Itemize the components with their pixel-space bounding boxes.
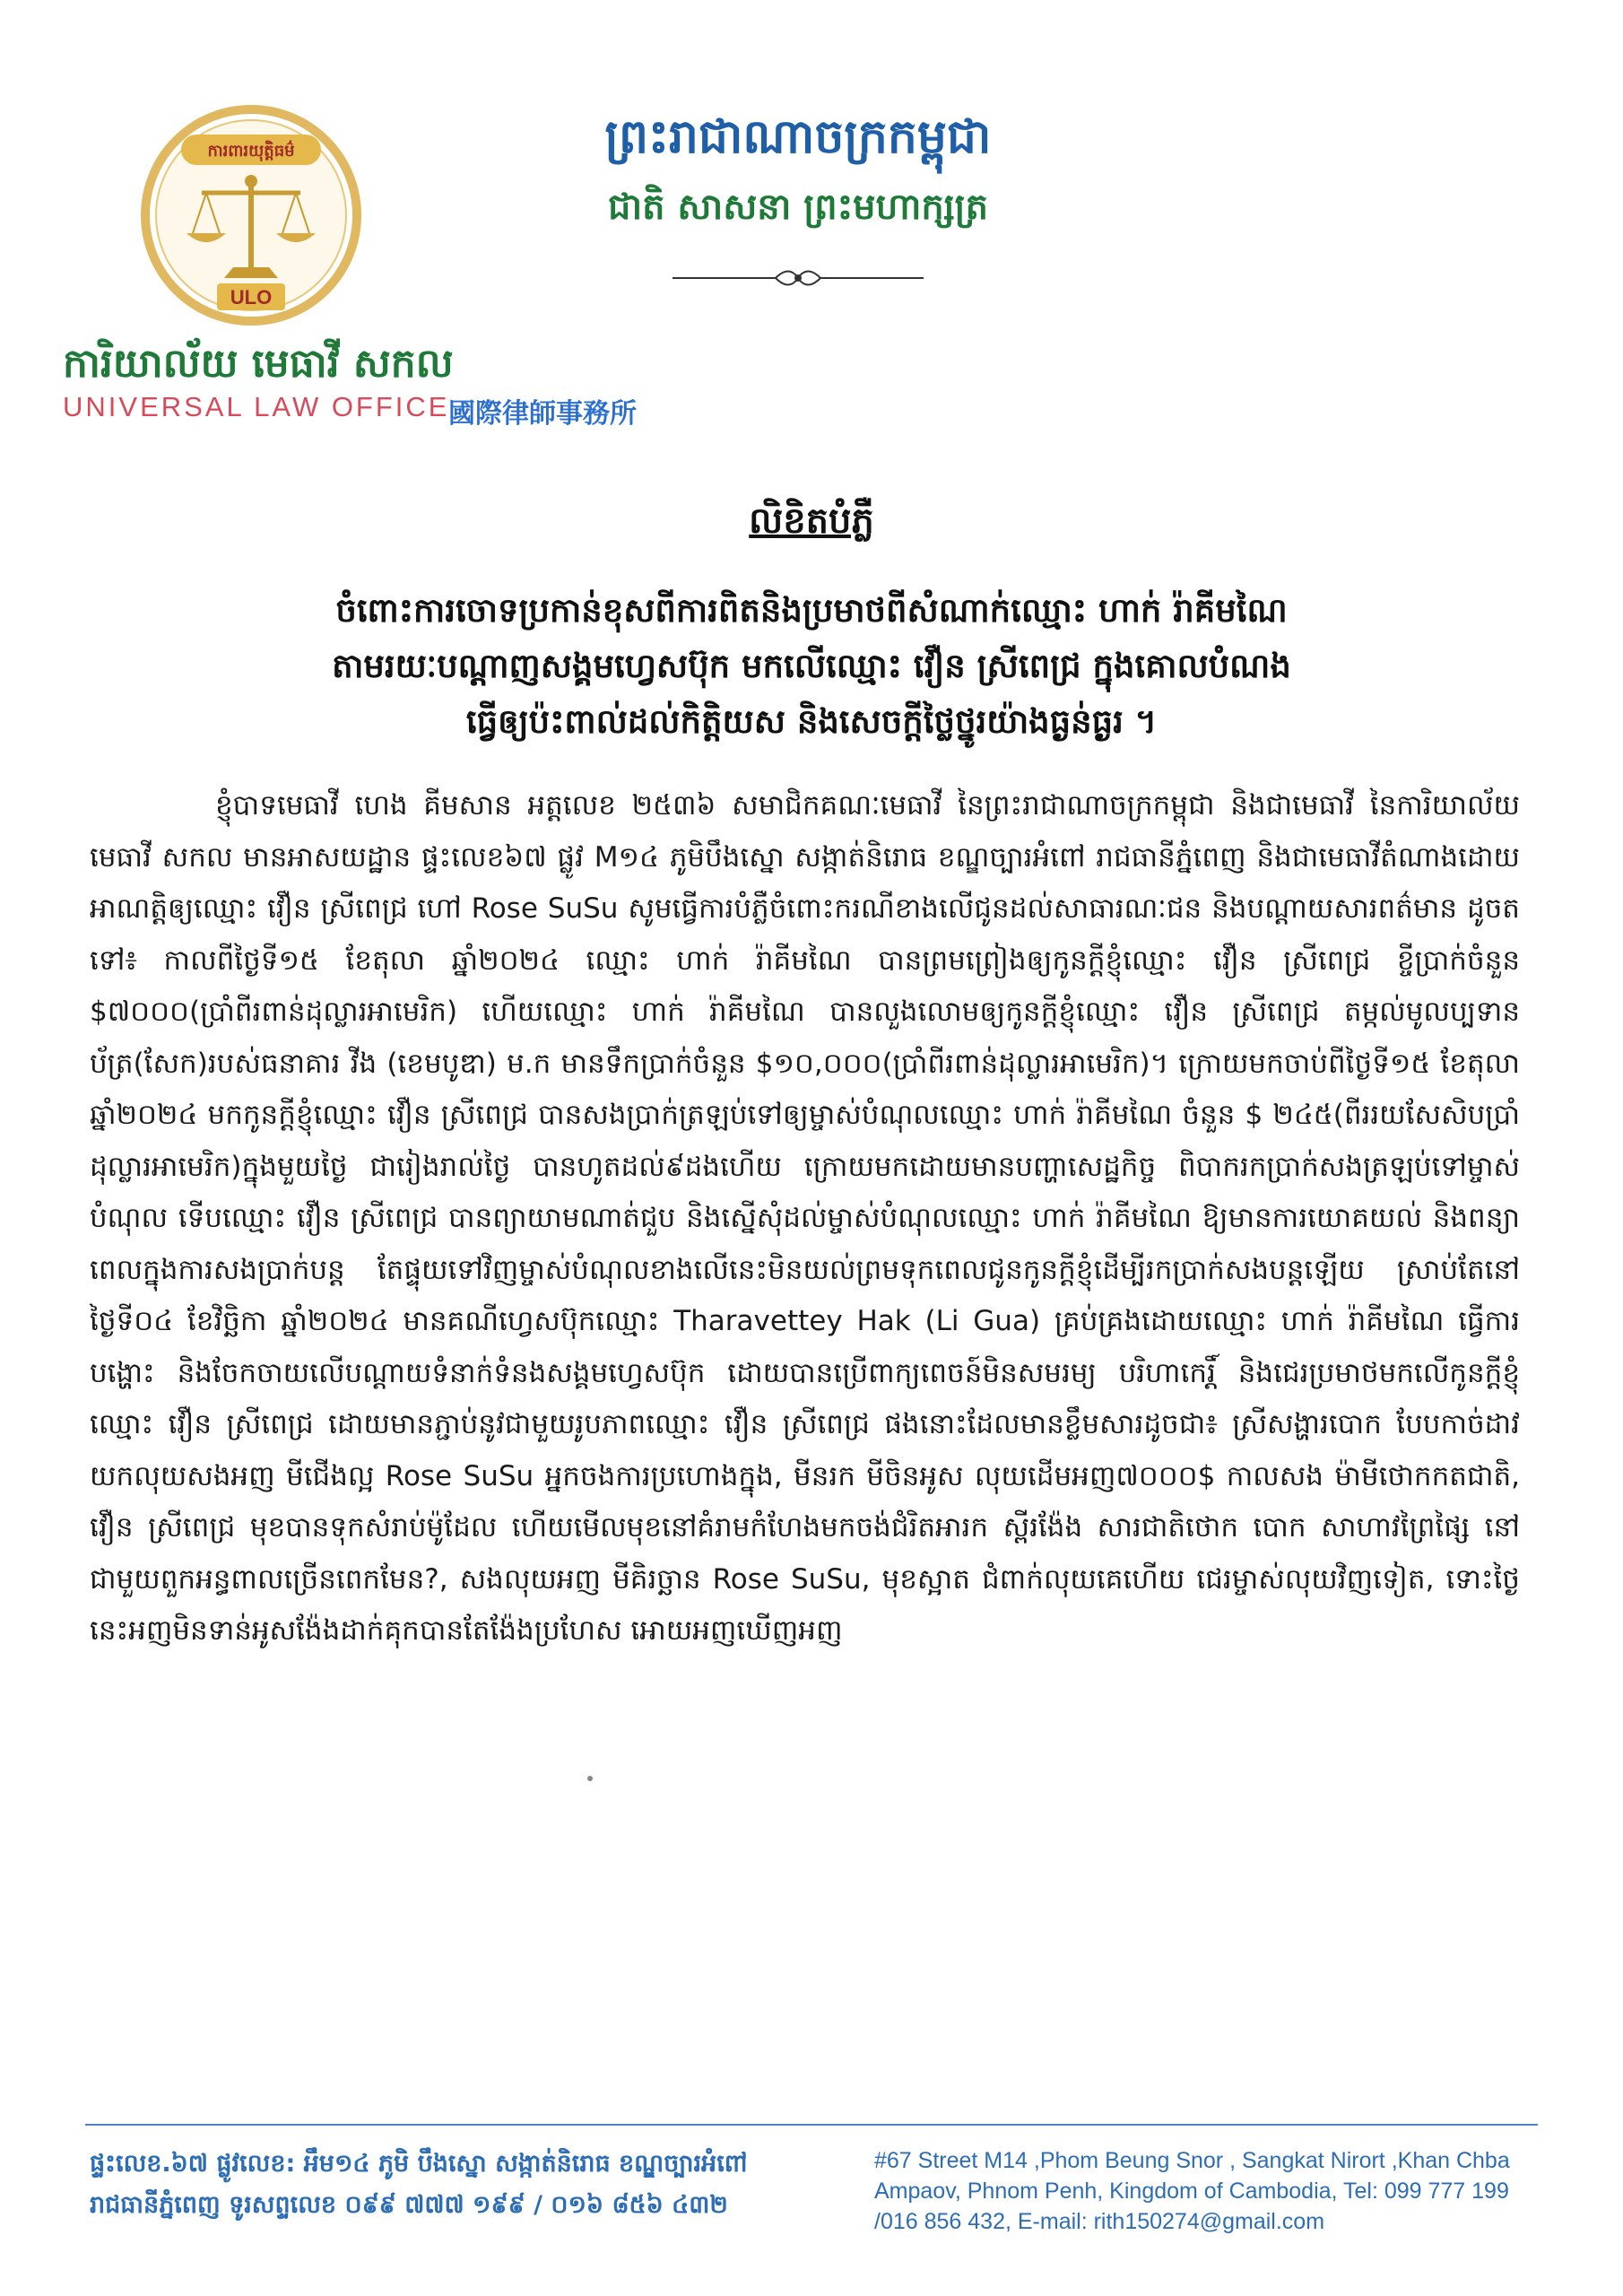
national-motto: ជាតិ សាសនា ព្រះមហាក្សត្រ [608,187,988,228]
document-title: លិខិតបំភ្លឺ [749,500,874,542]
footer-address-en [874,2145,1574,2237]
document-subject [135,583,1488,750]
law-office-logo [135,99,368,332]
footer-km-line-1: ផ្ទះលេខ.៦៧ ផ្លូវលេខ: អឹម១៤ ភូមិ បឹងស្នោ សង្កាត់និរោធ ខណ្ឌច្បារអំពៅ [90,2150,748,2178]
scan-speck [587,1776,593,1781]
footer-en-line-3: /016 856 432, E-mail: rith150274@gmail.com [874,2209,1325,2234]
subject-line-1: ចំពោះការចោទប្រកាន់ខុសពីការពិតនិងប្រមាថពីសំណាក់ឈ្មោះ ហាក់ រ៉ាគីមណៃ [335,591,1288,630]
body-paragraph: ខ្ញុំបាទមេធាវី ហេង គីមសាន អត្តលេខ ២៥៣៦ សមាជិកគណៈមេធាវី នៃព្រះរាជាណាចក្រកម្ពុជា និងជាមេធាវី នៃការិយាល័យមេធាវី សកល មានអាសយដ្ឋាន ផ្ទះលេខ៦៧ ផ្លូវ M១៤ ភូមិបឹងស្នោ សង្កាត់និរោធ ខណ្ឌច្បារអំពៅ រាជធានីភ្នំពេញ និងជាមេធាវីតំណាងដោយអាណត្តិឲ្យឈ្មោះ វឿន ស្រីពេជ្រ ហៅ Rose SuSu សូមធ្វើការបំភ្លឺចំពោះករណីខាងលើជូនដល់សាធារណៈជន និងបណ្ដាយសារពត៌មាន ដូចតទៅ៖ កាលពីថ្ងៃទី១៥ ខែតុលា ឆ្នាំ២០២៤ ឈ្មោះ ហាក់ រ៉ាគីមណៃ បានព្រមព្រៀងឲ្យកូនក្តីខ្ញុំឈ្មោះ វឿន ស្រីពេជ្រ ខ្ចីប្រាក់ចំនួន $៧០០០(ប្រាំពីរពាន់ដុល្លារអាមេរិក) ហើយឈ្មោះ ហាក់ រ៉ាគីមណៃ បានលួងលោមឲ្យកូនក្តីខ្ញុំឈ្មោះ វឿន ស្រីពេជ្រ តម្កល់មូលប្បទានប័ត្រ(សែក)របស់ធនាគារ វីង (ខេមបូឌា) ម.ក មានទឹកប្រាក់ចំនួន $១០,០០០(ប្រាំពីរពាន់ដុល្លារអាមេរិក)។ ក្រោយមកចាប់ពីថ្ងៃទី១៥ ខែតុលា ឆ្នាំ២០២៤ មកកូនក្តីខ្ញុំឈ្មោះ វឿន ស្រីពេជ្រ បានសងប្រាក់ត្រឡប់ទៅឲ្យម្ចាស់បំណុលឈ្មោះ ហាក់ រ៉ាគីមណៃ ចំនួន $ ២៤៥(ពីររយសែសិបប្រាំ ដុល្លារអាមេរិក)ក្នុងមួយថ្ងៃ ជារៀងរាល់ថ្ងៃ បានហូតដល់៩ដងហើយ ក្រោយមកដោយមានបញ្ហាសេដ្ឋកិច្ច ពិបាករកប្រាក់សងត្រឡប់ទៅម្ចាស់បំណុល ទើបឈ្មោះ វឿន ស្រីពេជ្រ បានព្យាយាមណាត់ជួប និងស្នើសុំដល់ម្ចាស់បំណុលឈ្មោះ ហាក់ រ៉ាគីមណៃ ឱ្យមានការយោគយល់ និងពន្យាពេលក្នុងការសងប្រាក់បន្ត តែផ្ទុយទៅវិញម្ចាស់បំណុលខាងលើនេះមិនយល់ព្រមទុកពេលជូនកូនក្តីខ្ញុំដើម្បីរកប្រាក់សងបន្តឡើយ ស្រាប់តែនៅថ្ងៃទី០៤ ខែវិច្ឆិកា ឆ្នាំ២០២៤ មានគណីហ្វេសប៊ុកឈ្មោះ Tharavettey Hak (Li Gua) គ្រប់គ្រងដោយឈ្មោះ ហាក់ រ៉ាគីមណៃ ធ្វើការបង្ហោះ និងចែកចាយលើបណ្ដាយទំនាក់ទំនងសង្គមហ្វេសប៊ុក ដោយបានប្រើពាក្យពេចន៍មិនសមរម្យ បរិហាកេរ្តិ៍ និងជេរប្រមាថមកលើកូនក្តីខ្ញុំឈ្មោះ វឿន ស្រីពេជ្រ ដោយមានភ្ជាប់នូវជាមួយរូបភាពឈ្មោះ វឿន ស្រីពេជ្រ ផងនោះដែលមានខ្លឹមសារដូចជា៖ ស្រីសង្ហារបោក បែបកាច់ដាវ យកលុយសងអញ មីជើងល្អ Rose SuSu អ្នកចងការប្រហោងក្នុង, មីនរក មីចិនអូស លុយដើមអញ៧០០០$ កាលសង ម៉ាមីថោកកតជាតិ, វឿន ស្រីពេជ្រ មុខបានទុកសំរាប់ម៉ូដែល ហើយមើលមុខនៅគំរាមកំហែងមកចង់ជំរិតអារក ស្ពីរង៉ែង សារជាតិថោក បោក សាហាវព្រៃផ្សៃ នៅជាមួយពួកអន្ធពាលច្រើនពេកមែន?, សងលុយអញ មីគិរច្ឆាន Rose SuSu, មុខស្អាត ជំពាក់លុយគេហើយ ជេរម្ចាស់លុយវិញទៀត, ទោះថ្ងៃនេះអញមិនទាន់អូសង៉ែងដាក់គុកបានតែង៉ែងប្រហែស អោយអញឃើញអញ [90,789,1520,1647]
office-name-km: ការិយាល័យ មេធាវី សកល [63,341,454,387]
footer-en-line-2: Ampaov, Phnom Penh, Kingdom of Cambodia, Tel: 099 777 199 [874,2179,1509,2204]
office-name-zh: 國際律師事務所 [448,398,637,430]
footer-km-line-2: រាជធានីភ្នំពេញ ទូរសព្ទលេខ ០៩៩ ៧៧៧ ១៩៩ / ០១៦ ៨៥៦ ៤៣២ [90,2191,728,2219]
kingdom-heading: ព្រះរាជាណាចក្រកម្ពុជា [604,110,992,164]
footer-en-line-1: #67 Street M14 ,Phom Beung Snor , Sangkat Nirort ,Khan Chba [874,2148,1510,2173]
footer-address-km [90,2144,843,2226]
office-name-en: UNIVERSAL LAW OFFICE [63,391,450,422]
document-body [90,780,1520,1657]
subject-line-3: ធ្វើឲ្យប៉ះពាល់ដល់កិត្តិយស និងសេចក្ដីថ្លៃថ្នូរយ៉ាងធ្ងន់ធ្ងរ ។ [465,702,1158,741]
ornament-divider [664,260,933,296]
footer-divider [85,2124,1538,2126]
logo-abbr: ULO [230,286,273,309]
subject-line-2: តាមរយៈបណ្ដាញសង្គមហ្វេសប៊ុក មកលើឈ្មោះ វឿន ស្រីពេជ្រ ក្នុងគោលបំណង [332,647,1291,685]
logo-text: ការពារយុត្តិធម៌ [207,142,295,161]
